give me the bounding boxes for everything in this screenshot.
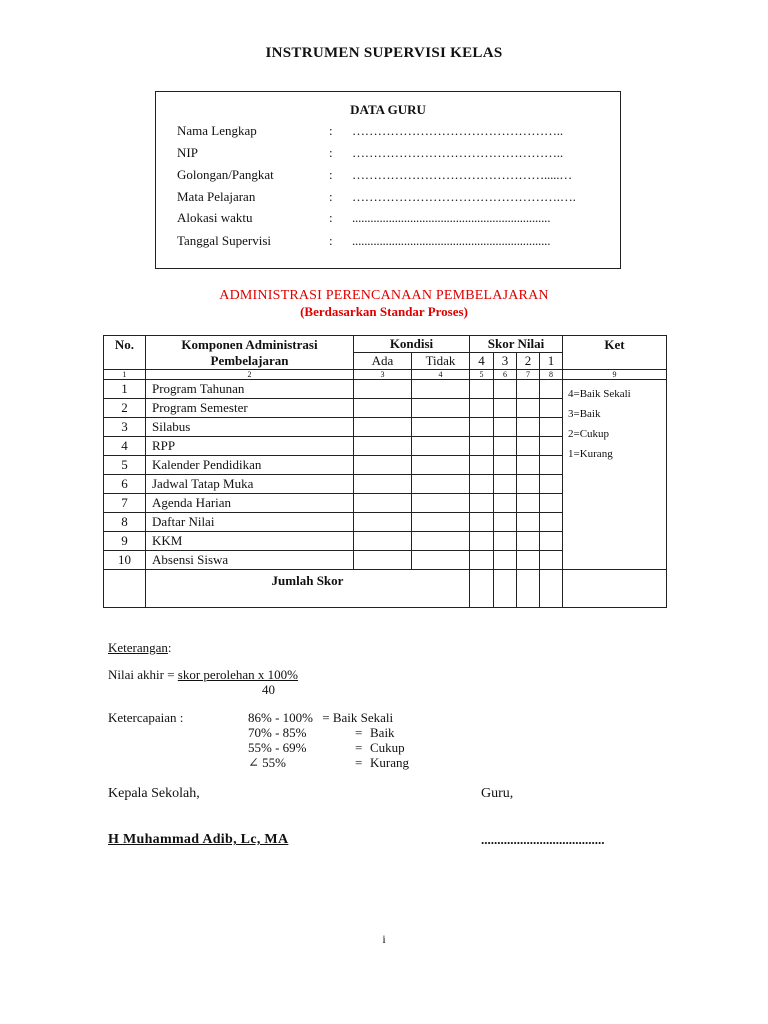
cell-ada[interactable] (354, 380, 412, 399)
administrasi-table (103, 335, 667, 608)
cell-skor-2[interactable] (517, 399, 540, 418)
field-value[interactable]: ………………………………………….. (352, 123, 563, 138)
ket-notes (563, 380, 667, 570)
cell-skor-4[interactable] (470, 513, 494, 532)
cell-skor-3[interactable] (494, 513, 517, 532)
cell-skor-3[interactable] (494, 399, 517, 418)
field-label: Golongan/Pangkat (177, 167, 274, 182)
cell-ada[interactable] (354, 494, 412, 513)
cell-skor-1[interactable] (540, 513, 563, 532)
cell-ada[interactable] (354, 437, 412, 456)
nilai-akhir-numerator: skor perolehan x 100% (177, 667, 299, 682)
cell-skor-4[interactable] (470, 399, 494, 418)
range-value: 70% - 85% (248, 725, 307, 740)
row-no: 2 (104, 399, 146, 418)
guru-label: Guru, (481, 786, 514, 801)
header-ket: Ket (563, 336, 667, 370)
range-eq: = (355, 725, 363, 740)
cell-skor-2[interactable] (517, 380, 540, 399)
field-label: Alokasi waktu (177, 210, 253, 225)
cell-skor-3[interactable] (494, 532, 517, 551)
cell-ada[interactable] (354, 475, 412, 494)
range-grade: Baik (370, 725, 395, 740)
field-value[interactable]: ................................................................. (352, 233, 551, 248)
cell-skor-4[interactable] (470, 532, 494, 551)
cell-tidak[interactable] (412, 532, 470, 551)
cell-skor-4[interactable] (470, 380, 494, 399)
cell-skor-4[interactable] (470, 437, 494, 456)
range-eq: = (355, 755, 363, 770)
index-cell: 9 (563, 370, 667, 380)
section-title: ADMINISTRASI PERENCANAAN PEMBELAJARAN (219, 288, 549, 303)
cell-tidak[interactable] (412, 399, 470, 418)
cell-tidak[interactable] (412, 494, 470, 513)
table-row (104, 380, 667, 399)
cell-skor-3[interactable] (494, 380, 517, 399)
row-no: 9 (104, 532, 146, 551)
jumlah-skor-label: Jumlah Skor (146, 570, 470, 608)
range-grade: Kurang (370, 755, 409, 770)
row-item: Program Semester (146, 399, 354, 418)
cell-skor-1[interactable] (540, 494, 563, 513)
field-value[interactable]: ................................................................. (352, 210, 551, 225)
section-subtitle: (Berdasarkan Standar Proses) (300, 304, 468, 319)
kepala-sekolah-name: H Muhammad Adib, Lc, MA (108, 832, 289, 847)
index-cell: 5 (470, 370, 494, 380)
range-eq: = (355, 740, 363, 755)
cell-skor-3[interactable] (494, 437, 517, 456)
field-label: NIP (177, 145, 198, 160)
header-skor-4: 4 (470, 353, 494, 370)
index-row (104, 370, 667, 380)
cell-skor-3[interactable] (494, 456, 517, 475)
cell-ada[interactable] (354, 551, 412, 570)
ket-note: 2=Cukup (568, 428, 610, 440)
header-komponen (146, 336, 354, 370)
nilai-akhir-formula (108, 667, 298, 683)
header-komponen-line1: Komponen Administrasi (181, 336, 318, 352)
row-no: 8 (104, 513, 146, 532)
cell-skor-4[interactable] (470, 475, 494, 494)
index-cell: 2 (146, 370, 354, 380)
field-value[interactable]: ………………………………………….…. (352, 189, 576, 204)
row-no: 5 (104, 456, 146, 475)
header-skor-1: 1 (540, 353, 563, 370)
cell-skor-1[interactable] (540, 380, 563, 399)
row-item: KKM (146, 532, 354, 551)
cell-skor-2[interactable] (517, 551, 540, 570)
index-cell: 3 (354, 370, 412, 380)
cell-skor-2[interactable] (517, 513, 540, 532)
keterangan-heading: Keterangan: (108, 640, 172, 655)
header-skor-nilai: Skor Nilai (470, 336, 563, 353)
index-cell: 7 (517, 370, 540, 380)
cell-skor-4[interactable] (470, 494, 494, 513)
header-ada: Ada (354, 353, 412, 370)
row-no: 4 (104, 437, 146, 456)
field-label: Nama Lengkap (177, 123, 257, 138)
range-grade: Cukup (370, 740, 405, 755)
header-skor-3: 3 (494, 353, 517, 370)
cell-skor-3[interactable] (494, 551, 517, 570)
field-colon: : (329, 189, 333, 204)
field-label: Tanggal Supervisi (177, 233, 272, 248)
ketercapaian-label: Ketercapaian : (108, 710, 184, 725)
cell-tidak[interactable] (412, 380, 470, 399)
index-cell: 4 (412, 370, 470, 380)
nilai-akhir-prefix: Nilai akhir = (108, 667, 178, 682)
cell-tidak[interactable] (412, 418, 470, 437)
range-4 (248, 755, 468, 771)
jumlah-row (104, 570, 667, 608)
field-label: Mata Pelajaran (177, 189, 256, 204)
header-skor-2: 2 (517, 353, 540, 370)
field-colon: : (329, 233, 333, 248)
cell-ada[interactable] (354, 456, 412, 475)
cell-skor-4[interactable] (470, 418, 494, 437)
cell-skor-1[interactable] (540, 532, 563, 551)
cell-skor-2[interactable] (517, 456, 540, 475)
cell-skor-3[interactable] (494, 494, 517, 513)
cell-tidak[interactable] (412, 437, 470, 456)
cell-skor-3[interactable] (494, 475, 517, 494)
range-value: 86% - 100% (248, 710, 313, 725)
range-grade: Baik Sekali (332, 710, 394, 725)
field-colon: : (329, 123, 333, 138)
row-item: Jadwal Tatap Muka (146, 475, 354, 494)
cell-tidak[interactable] (412, 475, 470, 494)
cell-skor-4[interactable] (470, 551, 494, 570)
cell-skor-1[interactable] (540, 418, 563, 437)
range-value: ∠ 55% (248, 755, 286, 770)
ket-note: 1=Kurang (568, 448, 613, 460)
jumlah-skor-2[interactable] (517, 570, 540, 608)
jumlah-skor-3[interactable] (494, 570, 517, 608)
cell-skor-2[interactable] (517, 418, 540, 437)
row-no: 10 (104, 551, 146, 570)
kepala-sekolah-label: Kepala Sekolah, (108, 786, 200, 801)
row-item: RPP (146, 437, 354, 456)
field-colon: : (329, 167, 333, 182)
guru-signature-line[interactable]: ...................................... (481, 832, 605, 847)
jumlah-blank (104, 570, 146, 608)
row-item: Kalender Pendidikan (146, 456, 354, 475)
field-colon: : (329, 145, 333, 160)
header-no: No. (104, 336, 146, 370)
cell-tidak[interactable] (412, 456, 470, 475)
cell-ada[interactable] (354, 418, 412, 437)
cell-skor-3[interactable] (494, 418, 517, 437)
cell-skor-1[interactable] (540, 437, 563, 456)
cell-skor-2[interactable] (517, 494, 540, 513)
cell-skor-1[interactable] (540, 475, 563, 494)
range-value: 55% - 69% (248, 740, 307, 755)
row-item: Silabus (146, 418, 354, 437)
row-item: Daftar Nilai (146, 513, 354, 532)
row-no: 3 (104, 418, 146, 437)
ket-note: 4=Baik Sekali (568, 388, 631, 400)
jumlah-ket[interactable] (563, 570, 667, 608)
jumlah-skor-1[interactable] (540, 570, 563, 608)
field-value[interactable]: ……………………………………….....… (352, 167, 573, 182)
page-title: INSTRUMEN SUPERVISI KELAS (265, 45, 503, 61)
index-cell: 6 (494, 370, 517, 380)
data-guru-box (155, 91, 621, 269)
range-2 (248, 725, 468, 741)
cell-tidak[interactable] (412, 551, 470, 570)
keterangan-heading-text: Keterangan (108, 640, 168, 655)
row-no: 6 (104, 475, 146, 494)
jumlah-skor-4[interactable] (470, 570, 494, 608)
index-cell: 8 (540, 370, 563, 380)
range-3 (248, 740, 468, 756)
cell-ada[interactable] (354, 513, 412, 532)
cell-skor-1[interactable] (540, 399, 563, 418)
range-eq: = (322, 710, 330, 725)
cell-skor-2[interactable] (517, 437, 540, 456)
cell-skor-2[interactable] (517, 532, 540, 551)
nilai-akhir-denominator: 40 (262, 682, 275, 697)
header-komponen-line2: Pembelajaran (210, 352, 289, 368)
data-guru-heading: DATA GURU (350, 102, 426, 117)
header-tidak: Tidak (412, 353, 470, 370)
row-no: 1 (104, 380, 146, 399)
header-kondisi: Kondisi (354, 336, 470, 353)
cell-skor-1[interactable] (540, 456, 563, 475)
row-no: 7 (104, 494, 146, 513)
row-item: Agenda Harian (146, 494, 354, 513)
cell-ada[interactable] (354, 532, 412, 551)
row-item: Absensi Siswa (146, 551, 354, 570)
cell-skor-4[interactable] (470, 456, 494, 475)
index-cell: 1 (104, 370, 146, 380)
cell-tidak[interactable] (412, 513, 470, 532)
ket-note: 3=Baik (568, 408, 601, 420)
cell-skor-2[interactable] (517, 475, 540, 494)
field-colon: : (329, 210, 333, 225)
row-item: Program Tahunan (146, 380, 354, 399)
cell-skor-1[interactable] (540, 551, 563, 570)
page-number: i (382, 932, 386, 946)
cell-ada[interactable] (354, 399, 412, 418)
field-value[interactable]: ………………………………………….. (352, 145, 563, 160)
range-1 (248, 710, 393, 726)
